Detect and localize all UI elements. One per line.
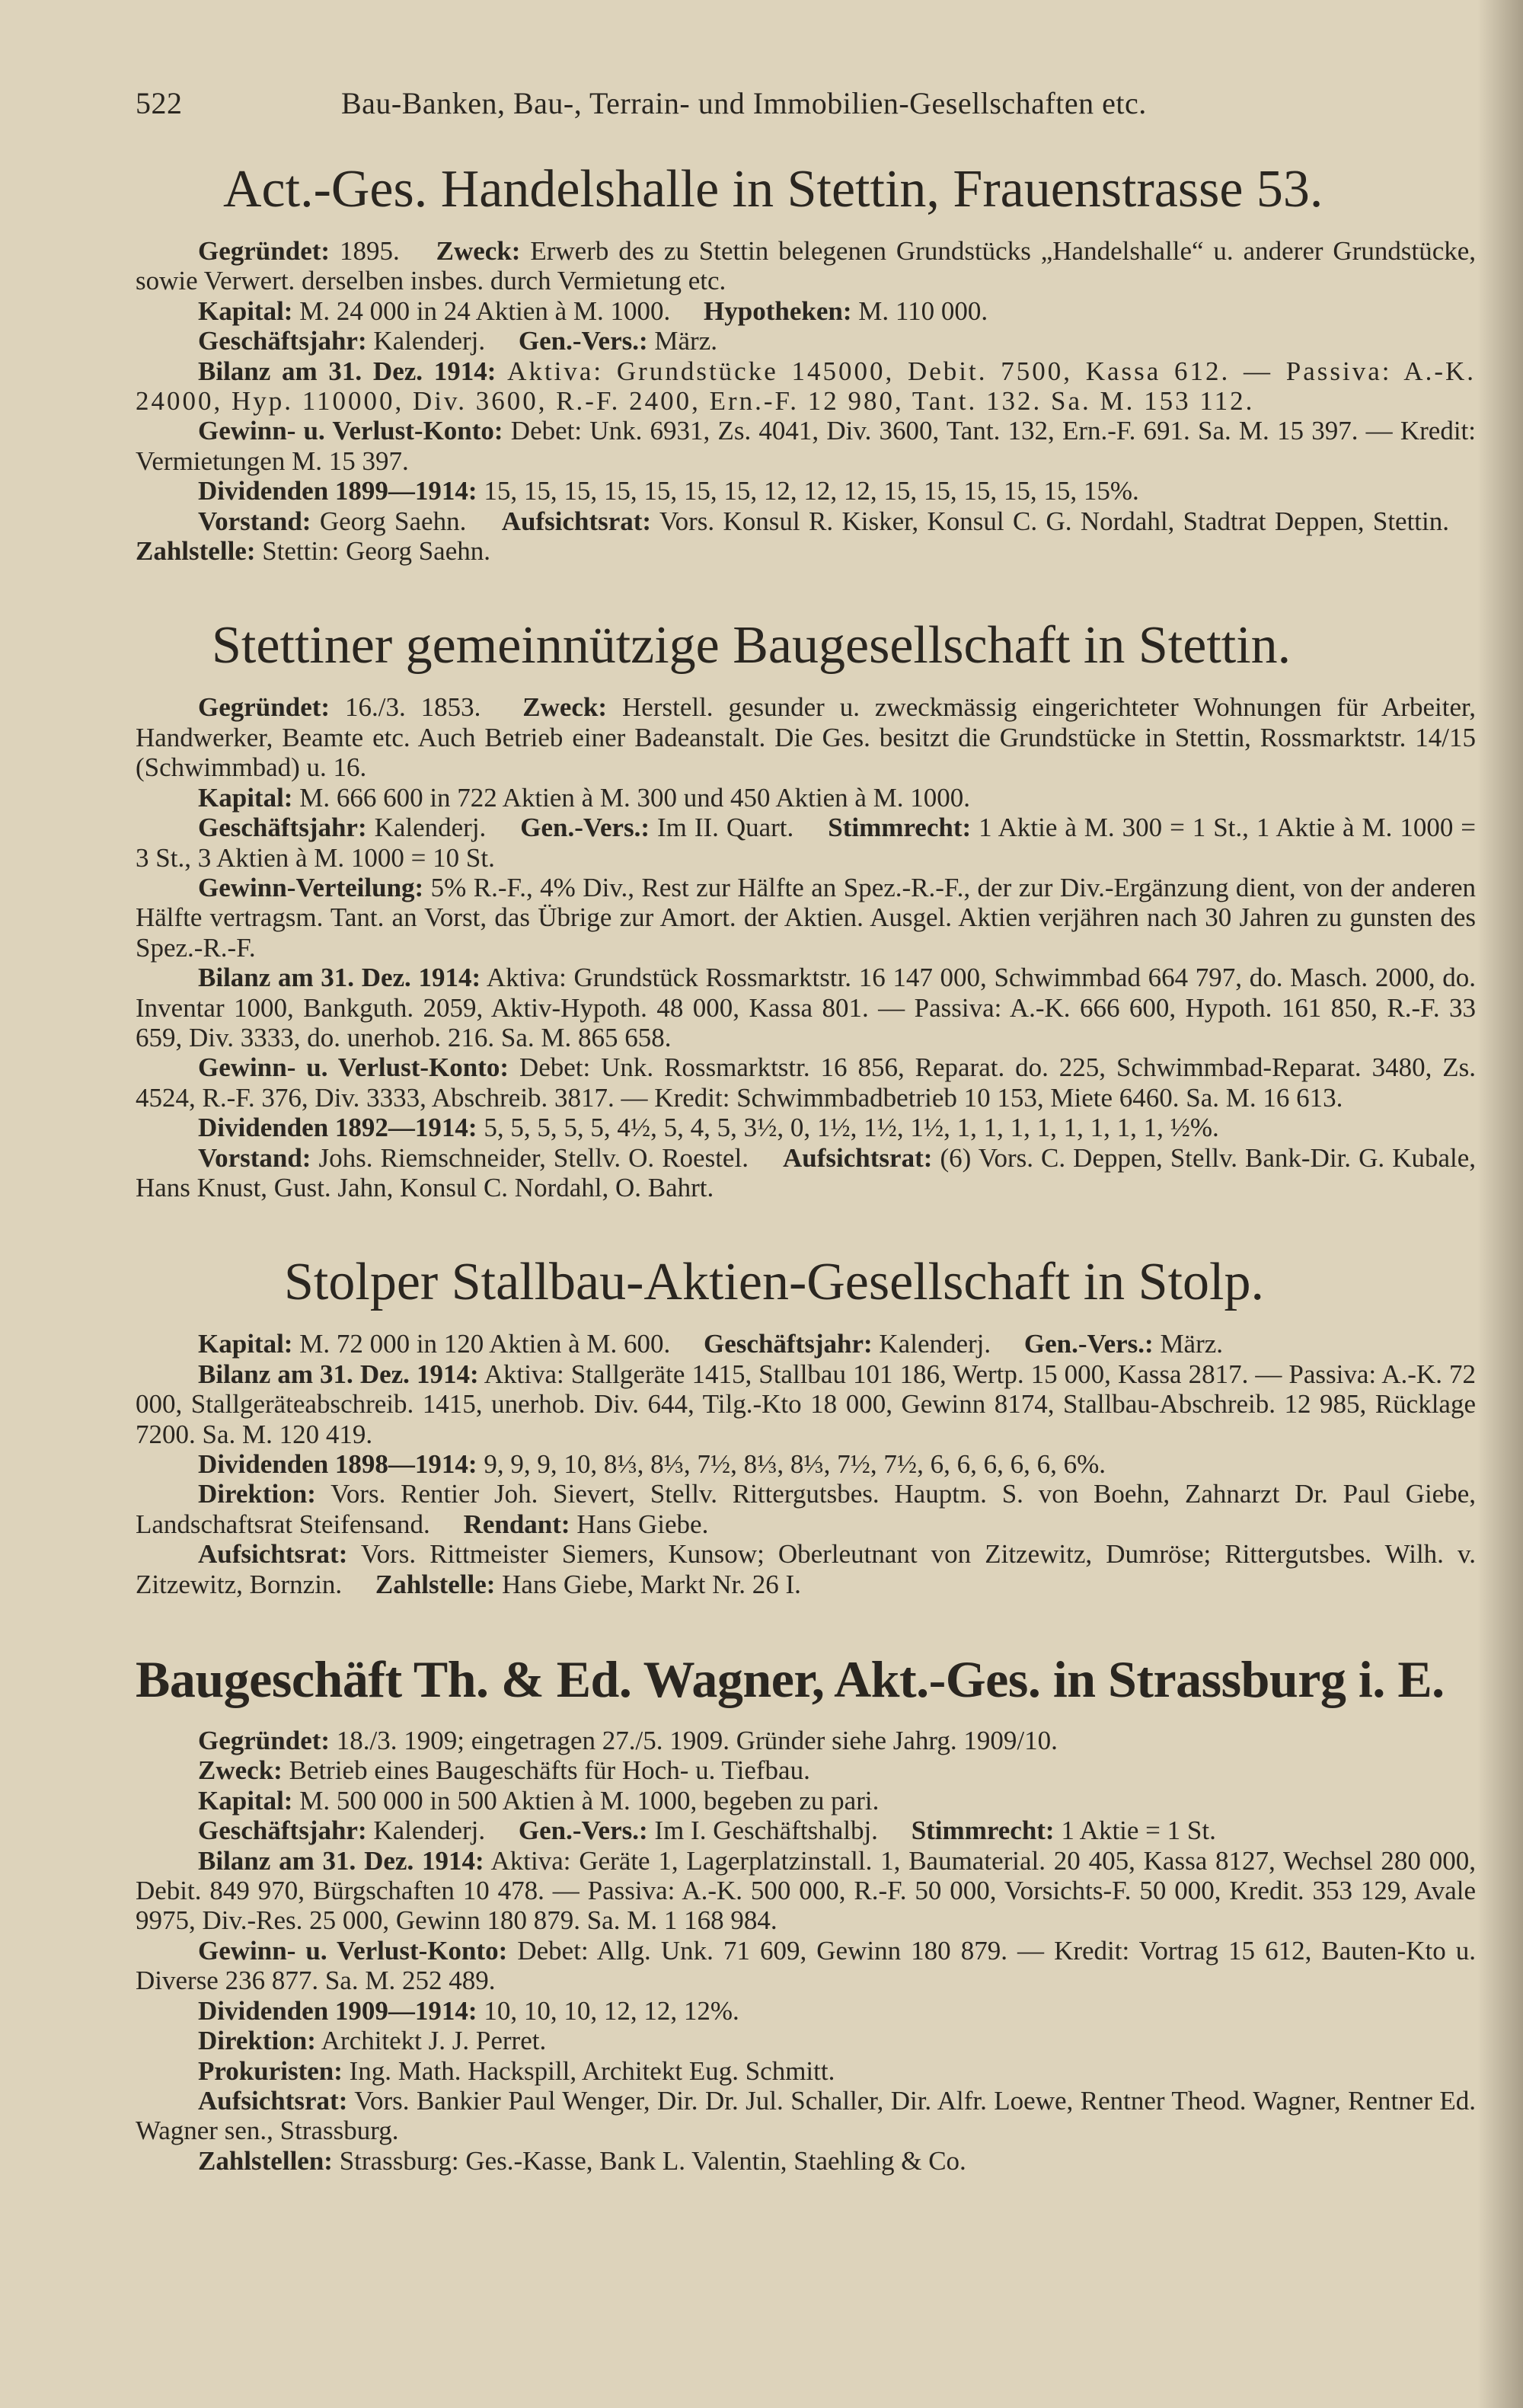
entry-paragraph: Dividenden 1899—1914: 15, 15, 15, 15, 15, 15, 15, 12, 12, 12, 15, 15, 15, 15, 15, 15%. [198,476,1139,506]
entry-paragraph: Geschäftsjahr: Kalenderj. Gen.-Vers.: Im I. Geschäftshalbj. Stimmrecht: 1 Aktie = 1 St. [198,1816,1216,1846]
entry-paragraph: Bilanz am 31. Dez. 1914: Aktiva: Geräte 1, Lagerplatzinstall. 1, Baumaterial. 20 405, Kassa 8127, Wechsel 280 000, Debit. 849 970, Bürgschaften 10 478. — Passiva: A.-K. 500 000, R.-F. 50 000, Vorsichts-F. 50 000, Kredit. 353 129, Avale 9975, Div.-Res. 25 000, Gewinn 180 879. Sa. M. 1 168 984. [136,1845,1476,1936]
entry-paragraph: Gegründet: 18./3. 1909; eingetragen 27./5. 1909. Gründer siehe Jahrg. 1909/10. [198,1726,1058,1756]
entry-handelshalle [136,160,1476,566]
page-content [136,160,1476,2226]
running-header [136,85,1323,121]
entry-paragraph: Gewinn- u. Verlust-Konto: Debet: Unk. Rossmarktstr. 16 856, Reparat. do. 225, Schwimmbad-Reparat. 3480, Zs. 4524, R.-F. 376, Div. 3333, Abschreib. 3817. — Kredit: Schwimmbadbetrieb 10 153, Miete 6460. Sa. M. 16 613. [136,1052,1476,1113]
running-title: Bau-Banken, Bau-, Terrain- und Immobilien-Gesellschaften etc. [341,86,1147,120]
entry-stettiner-baugesellschaft [136,616,1476,1202]
entry-paragraph: Vorstand: Georg Saehn. Aufsichtsrat: Vors. Konsul R. Kisker, Konsul C. G. Nordahl, Stadtrat Deppen, Stettin. Zahlstelle: Stettin: Georg Saehn. [136,506,1450,567]
entry-paragraph: Gewinn- u. Verlust-Konto: Debet: Unk. 6931, Zs. 4041, Div. 3600, Tant. 132, Ern.-F. 691. Sa. M. 15 397. — Kredit: Vermietungen M. 15 397. [136,416,1476,476]
entry-wagner-strassburg [136,1650,1476,2176]
entry-paragraph: Zweck: Betrieb eines Baugeschäfts für Hoch- u. Tiefbau. [198,1755,810,1786]
entry-paragraph: Bilanz am 31. Dez. 1914: Aktiva: Stallgeräte 1415, Stallbau 101 186, Wertp. 15 000, Kassa 2817. — Passiva: A.-K. 72 000, Stallgeräteabschreib. 1415, unerhob. Div. 644, Tilg.-Kto 18 000, Gewinn 8174, Stallbau-Abschreib. 12 985, Rücklage 7200. Sa. M. 120 419. [136,1359,1476,1449]
entry-paragraph: Bilanz am 31. Dez. 1914: Aktiva: Grundstück Rossmarktstr. 16 147 000, Schwimmbad 664 797, do. Masch. 2000, do. Inventar 1000, Bankguth. 2059, Aktiv-Hypoth. 48 000, Kassa 801. — Passiva: A.-K. 666 600, Hypoth. 161 850, R.-F. 33 659, Div. 3333, do. unerhob. 216. Sa. M. 865 658. [136,963,1477,1052]
entry-paragraph: Vorstand: Johs. Riemschneider, Stellv. O. Roestel. Aufsichtsrat: (6) Vors. C. Deppen, Stellv. Bank-Dir. G. Kubale, Hans Knust, Gust. Jahn, Konsul C. Nordahl, O. Bahrt. [136,1142,1477,1202]
entry-paragraph: Gegründet: 16./3. 1853. Zweck: Herstell. gesunder u. zweckmässig eingerichteter Wohnungen für Arbeiter, Handwerker, Beamte etc. Auch Betrieb einer Badeanstalt. Die Ges. besitzt die Grundstücke in Stettin, Rossmarktstr. 14/15 (Schwimmbad) u. 16. [136,692,1477,783]
page-edge-shadow [1477,0,1523,2408]
entry-title: Stolper Stallbau-Aktien-Gesellschaft in Stolp. [284,1253,1265,1312]
entry-paragraph: Aufsichtsrat: Vors. Rittmeister Siemers, Kunsow; Oberleutnant von Zitzewitz, Dumröse; Rittergutsbes. Wilh. v. Zitzewitz, Bornzin. Zahlstelle: Hans Giebe, Markt Nr. 26 I. [136,1539,1476,1599]
entry-paragraph: Kapital: M. 72 000 in 120 Aktien à M. 600. Geschäftsjahr: Kalenderj. Gen.-Vers.: März. [198,1329,1224,1359]
entry-title: Stettiner gemeinnützige Baugesellschaft in Stettin. [212,616,1292,675]
entry-paragraph: Geschäftsjahr: Kalenderj. Gen.-Vers.: März. [198,326,718,356]
entry-paragraph: Direktion: Vors. Rentier Joh. Sievert, Stellv. Rittergutsbes. Hauptm. S. von Boehn, Zahnarzt Dr. Paul Giebe, Landschaftsrat Steifensand. Rendant: Hans Giebe. [136,1479,1476,1539]
entry-title: Baugeschäft Th. & Ed. Wagner, Akt.-Ges. in Strassburg i. E. [136,1650,1445,1709]
entry-paragraph: Kapital: M. 24 000 in 24 Aktien à M. 1000. Hypotheken: M. 110 000. [198,295,988,326]
entry-paragraph: Dividenden 1898—1914: 9, 9, 9, 10, 8⅓, 8⅓, 7½, 8⅓, 8⅓, 7½, 7½, 6, 6, 6, 6, 6, 6%. [198,1449,1106,1479]
entry-paragraph: Prokuristen: Ing. Math. Hackspill, Architekt Eug. Schmitt. [198,2055,835,2086]
entry-title: Act.-Ges. Handelshalle in Stettin, Frauenstrasse 53. [223,160,1323,219]
entry-paragraph: Gewinn- u. Verlust-Konto: Debet: Allg. Unk. 71 609, Gewinn 180 879. — Kredit: Vortrag 15 612, Bauten-Kto u. Diverse 236 877. Sa. M. 252 489. [136,1935,1477,1996]
entry-paragraph: Gewinn-Verteilung: 5% R.-F., 4% Div., Rest zur Hälfte an Spez.-R.-F., der zur Div.-Ergänzung dient, von der anderen Hälfte vertragsm. Tant. an Vorst, das Übrige zur Amort. der Aktien. Ausgel. Aktien verjähren nach 30 Jahren zu gunsten des Spez.-R.-F. [136,872,1476,963]
entry-paragraph: Zahlstellen: Strassburg: Ges.-Kasse, Bank L. Valentin, Staehling & Co. [198,2145,966,2176]
entry-paragraph: Direktion: Architekt J. J. Perret. [198,2026,547,2056]
entry-paragraph: Kapital: M. 500 000 in 500 Aktien à M. 1000, begeben zu pari. [198,1785,880,1816]
entry-paragraph: Geschäftsjahr: Kalenderj. Gen.-Vers.: Im II. Quart. Stimmrecht: 1 Aktie à M. 300 = 1 St., 1 Aktie à M. 1000 = 3 St., 3 Aktien à M. 1000 = 10 St. [136,813,1477,873]
entry-paragraph: Aufsichtsrat: Vors. Bankier Paul Wenger, Dir. Dr. Jul. Schaller, Dir. Alfr. Loewe, Rentner Theod. Wagner, Rentner Ed. Wagner sen., Strassburg. [136,2085,1476,2146]
entry-paragraph: Dividenden 1909—1914: 10, 10, 10, 12, 12, 12%. [198,1995,739,2026]
entry-stolper-stallbau [136,1253,1476,1599]
entry-paragraph: Kapital: M. 666 600 in 722 Aktien à M. 300 und 450 Aktien à M. 1000. [198,782,971,813]
entry-paragraph: Bilanz am 31. Dez. 1914: Aktiva: Grundstücke 145000, Debit. 7500, Kassa 612. — Passiva: A.-K. 24000, Hyp. 110000, Div. 3600, R.-F. 2400, Ern.-F. 12 980, Tant. 132. Sa. M. 153 112. [136,356,1477,417]
page-number: 522 [136,86,183,120]
entry-paragraph: Gegründet: 1895. Zweck: Erwerb des zu Stettin belegenen Grundstücks „Handelshalle“ u. anderer Grundstücke, sowie Verwert. derselben insbes. durch Vermietung etc. [136,236,1477,296]
entry-paragraph: Dividenden 1892—1914: 5, 5, 5, 5, 5, 4½, 5, 4, 5, 3½, 0, 1½, 1½, 1½, 1, 1, 1, 1, 1, 1, 1, 1, ½%. [198,1113,1219,1143]
